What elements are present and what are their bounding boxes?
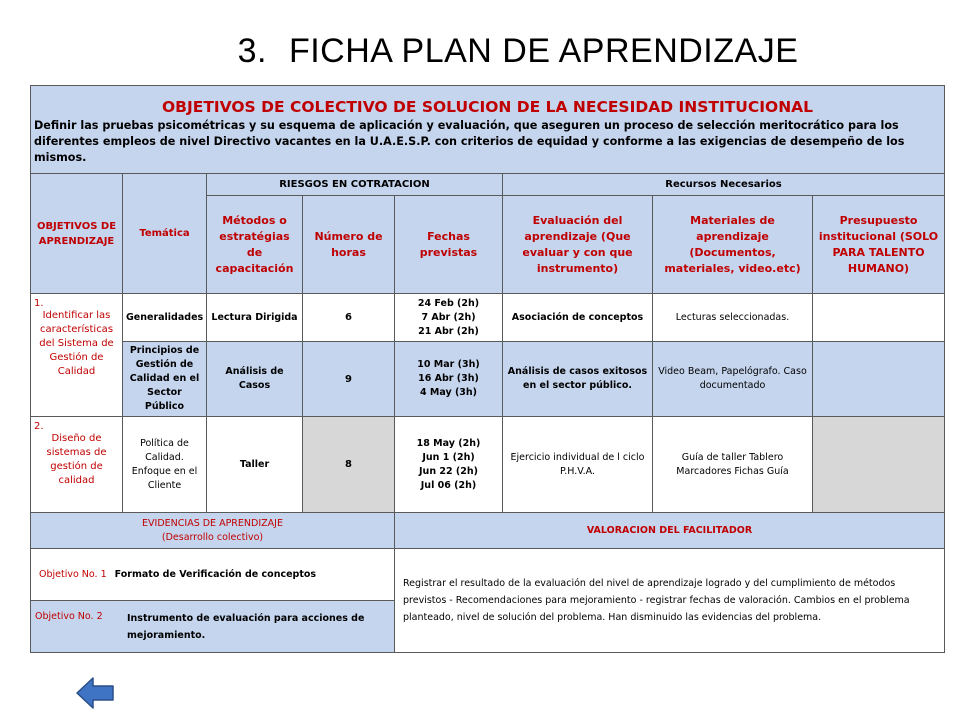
col-horas-header: Número de horas: [303, 196, 395, 294]
fecha-item: 10 Mar (3h): [417, 359, 480, 370]
fecha-item: 4 May (3h): [419, 387, 478, 398]
tematica-cell: Generalidades: [123, 294, 207, 342]
page-title: [0, 32, 960, 71]
col-metodos-header: Métodos o estratégias de capacitación: [207, 196, 303, 294]
materiales-cell: Video Beam, Papelógrafo. Caso documentado: [653, 342, 813, 417]
col-presupuesto-header: Presupuesto institucional (SOLO PARA TALENTO HUMANO): [813, 196, 945, 294]
title-number: 3.: [237, 32, 267, 70]
fecha-item: 24 Feb (2h): [417, 297, 480, 309]
table-row: [31, 417, 945, 513]
evidence-objective-2: [31, 601, 395, 653]
fecha-item: Jul 06 (2h): [420, 479, 477, 491]
tematica-cell: Principios de Gestión de Calidad en el Sector Público: [123, 342, 207, 417]
objective-1-text: Formato de Verificación de conceptos: [114, 568, 317, 580]
objective-2-label: Objetivo No. 2: [35, 610, 103, 622]
horas-cell: 8: [303, 417, 395, 513]
fecha-item: 21 Abr (2h): [418, 325, 479, 337]
materiales-cell: Guía de taller Tablero Marcadores Fichas Guía: [653, 417, 813, 513]
collective-objective-title: OBJETIVOS DE COLECTIVO DE SOLUCION DE LA NECESIDAD INSTITUCIONAL: [161, 98, 814, 116]
collective-objective-cell: [31, 86, 945, 174]
col-materiales-header: Materiales de aprendizaje (Documentos, materiales, video.etc): [653, 196, 813, 294]
fecha-item: 16 Abr (3h): [418, 373, 479, 384]
objective-1-label: Objetivo No. 1: [39, 568, 107, 580]
title-text: FICHA PLAN DE APRENDIZAJE: [288, 32, 799, 70]
objective-number: 1.: [34, 298, 44, 309]
presupuesto-cell: [813, 417, 945, 513]
metodo-cell: Análisis de Casos: [207, 342, 303, 417]
col-fechas-header: Fechas previstas: [395, 196, 503, 294]
materiales-cell: Lecturas seleccionadas.: [653, 294, 813, 342]
fechas-cell: [395, 417, 503, 513]
fecha-item: 18 May (2h): [416, 437, 481, 449]
fecha-item: Jun 22 (2h): [419, 465, 478, 477]
objective-2-text: Instrumento de evaluación para acciones de mejoramiento.: [127, 612, 365, 641]
tematica-cell: Política de Calidad. Enfoque en el Cliente: [123, 417, 207, 513]
objective-number: 2.: [34, 421, 44, 432]
back-arrow-button[interactable]: [75, 675, 115, 711]
objective-cell: [31, 417, 123, 513]
evidencias-subtitle: (Desarrollo colectivo): [161, 531, 264, 543]
evidencias-header: [31, 513, 395, 549]
col-tematica-header: Temática: [123, 174, 207, 294]
presupuesto-cell: [813, 342, 945, 417]
presupuesto-cell: [813, 294, 945, 342]
fecha-item: Jun 1 (2h): [422, 451, 475, 463]
back-arrow-icon: [75, 675, 115, 711]
horas-cell: 9: [303, 342, 395, 417]
fechas-cell: [395, 294, 503, 342]
evaluacion-cell: Asociación de conceptos: [503, 294, 653, 342]
objective-text: Identificar las características del Sistema de Gestión de Calidad: [39, 310, 114, 377]
col-evaluacion-header: Evaluación del aprendizaje (Que evaluar y con que instrumento): [503, 196, 653, 294]
valoracion-text: Registrar el resultado de la evaluación del nivel de aprendizaje logrado y del cumplimiento de métodos previstos - Recomendaciones para mejoramiento - registrar fechas de valoración. Cambios en el problema planteado, nivel de solución del problema. Han disminuido las evidencias del problema.: [395, 549, 945, 653]
table-row: [31, 294, 945, 342]
recursos-header: Recursos Necesarios: [503, 174, 945, 196]
evaluacion-cell: Análisis de casos exitosos en el sector público.: [503, 342, 653, 417]
fecha-item: 7 Abr (2h): [421, 311, 476, 323]
collective-objective-description: Definir las pruebas psicométricas y su esquema de aplicación y evaluación, que aseguren un proceso de selección meritocrático para los diferentes empleos de nivel Directivo vacantes en la U.A.E.S.P. con criterios de equidad y conforme a las exigencias de desempeño de los mismos.: [34, 119, 905, 164]
evidencias-title: EVIDENCIAS DE APRENDIZAJE: [142, 517, 283, 529]
table-row: [31, 342, 945, 417]
metodo-cell: Lectura Dirigida: [207, 294, 303, 342]
valoracion-header: VALORACION DEL FACILITADOR: [395, 513, 945, 549]
fechas-cell: [395, 342, 503, 417]
riesgos-header: RIESGOS EN COTRATACION: [207, 174, 503, 196]
learning-plan-table: [30, 85, 945, 653]
evaluacion-cell: Ejercicio individual de l ciclo P.H.V.A.: [503, 417, 653, 513]
objective-text: Diseño de sistemas de gestión de calidad: [46, 433, 107, 486]
metodo-cell: Taller: [207, 417, 303, 513]
col-objetivos-header: OBJETIVOS DE APRENDIZAJE: [31, 174, 123, 294]
evidence-objective-1: [31, 549, 395, 601]
objective-cell: [31, 294, 123, 417]
horas-cell: 6: [303, 294, 395, 342]
